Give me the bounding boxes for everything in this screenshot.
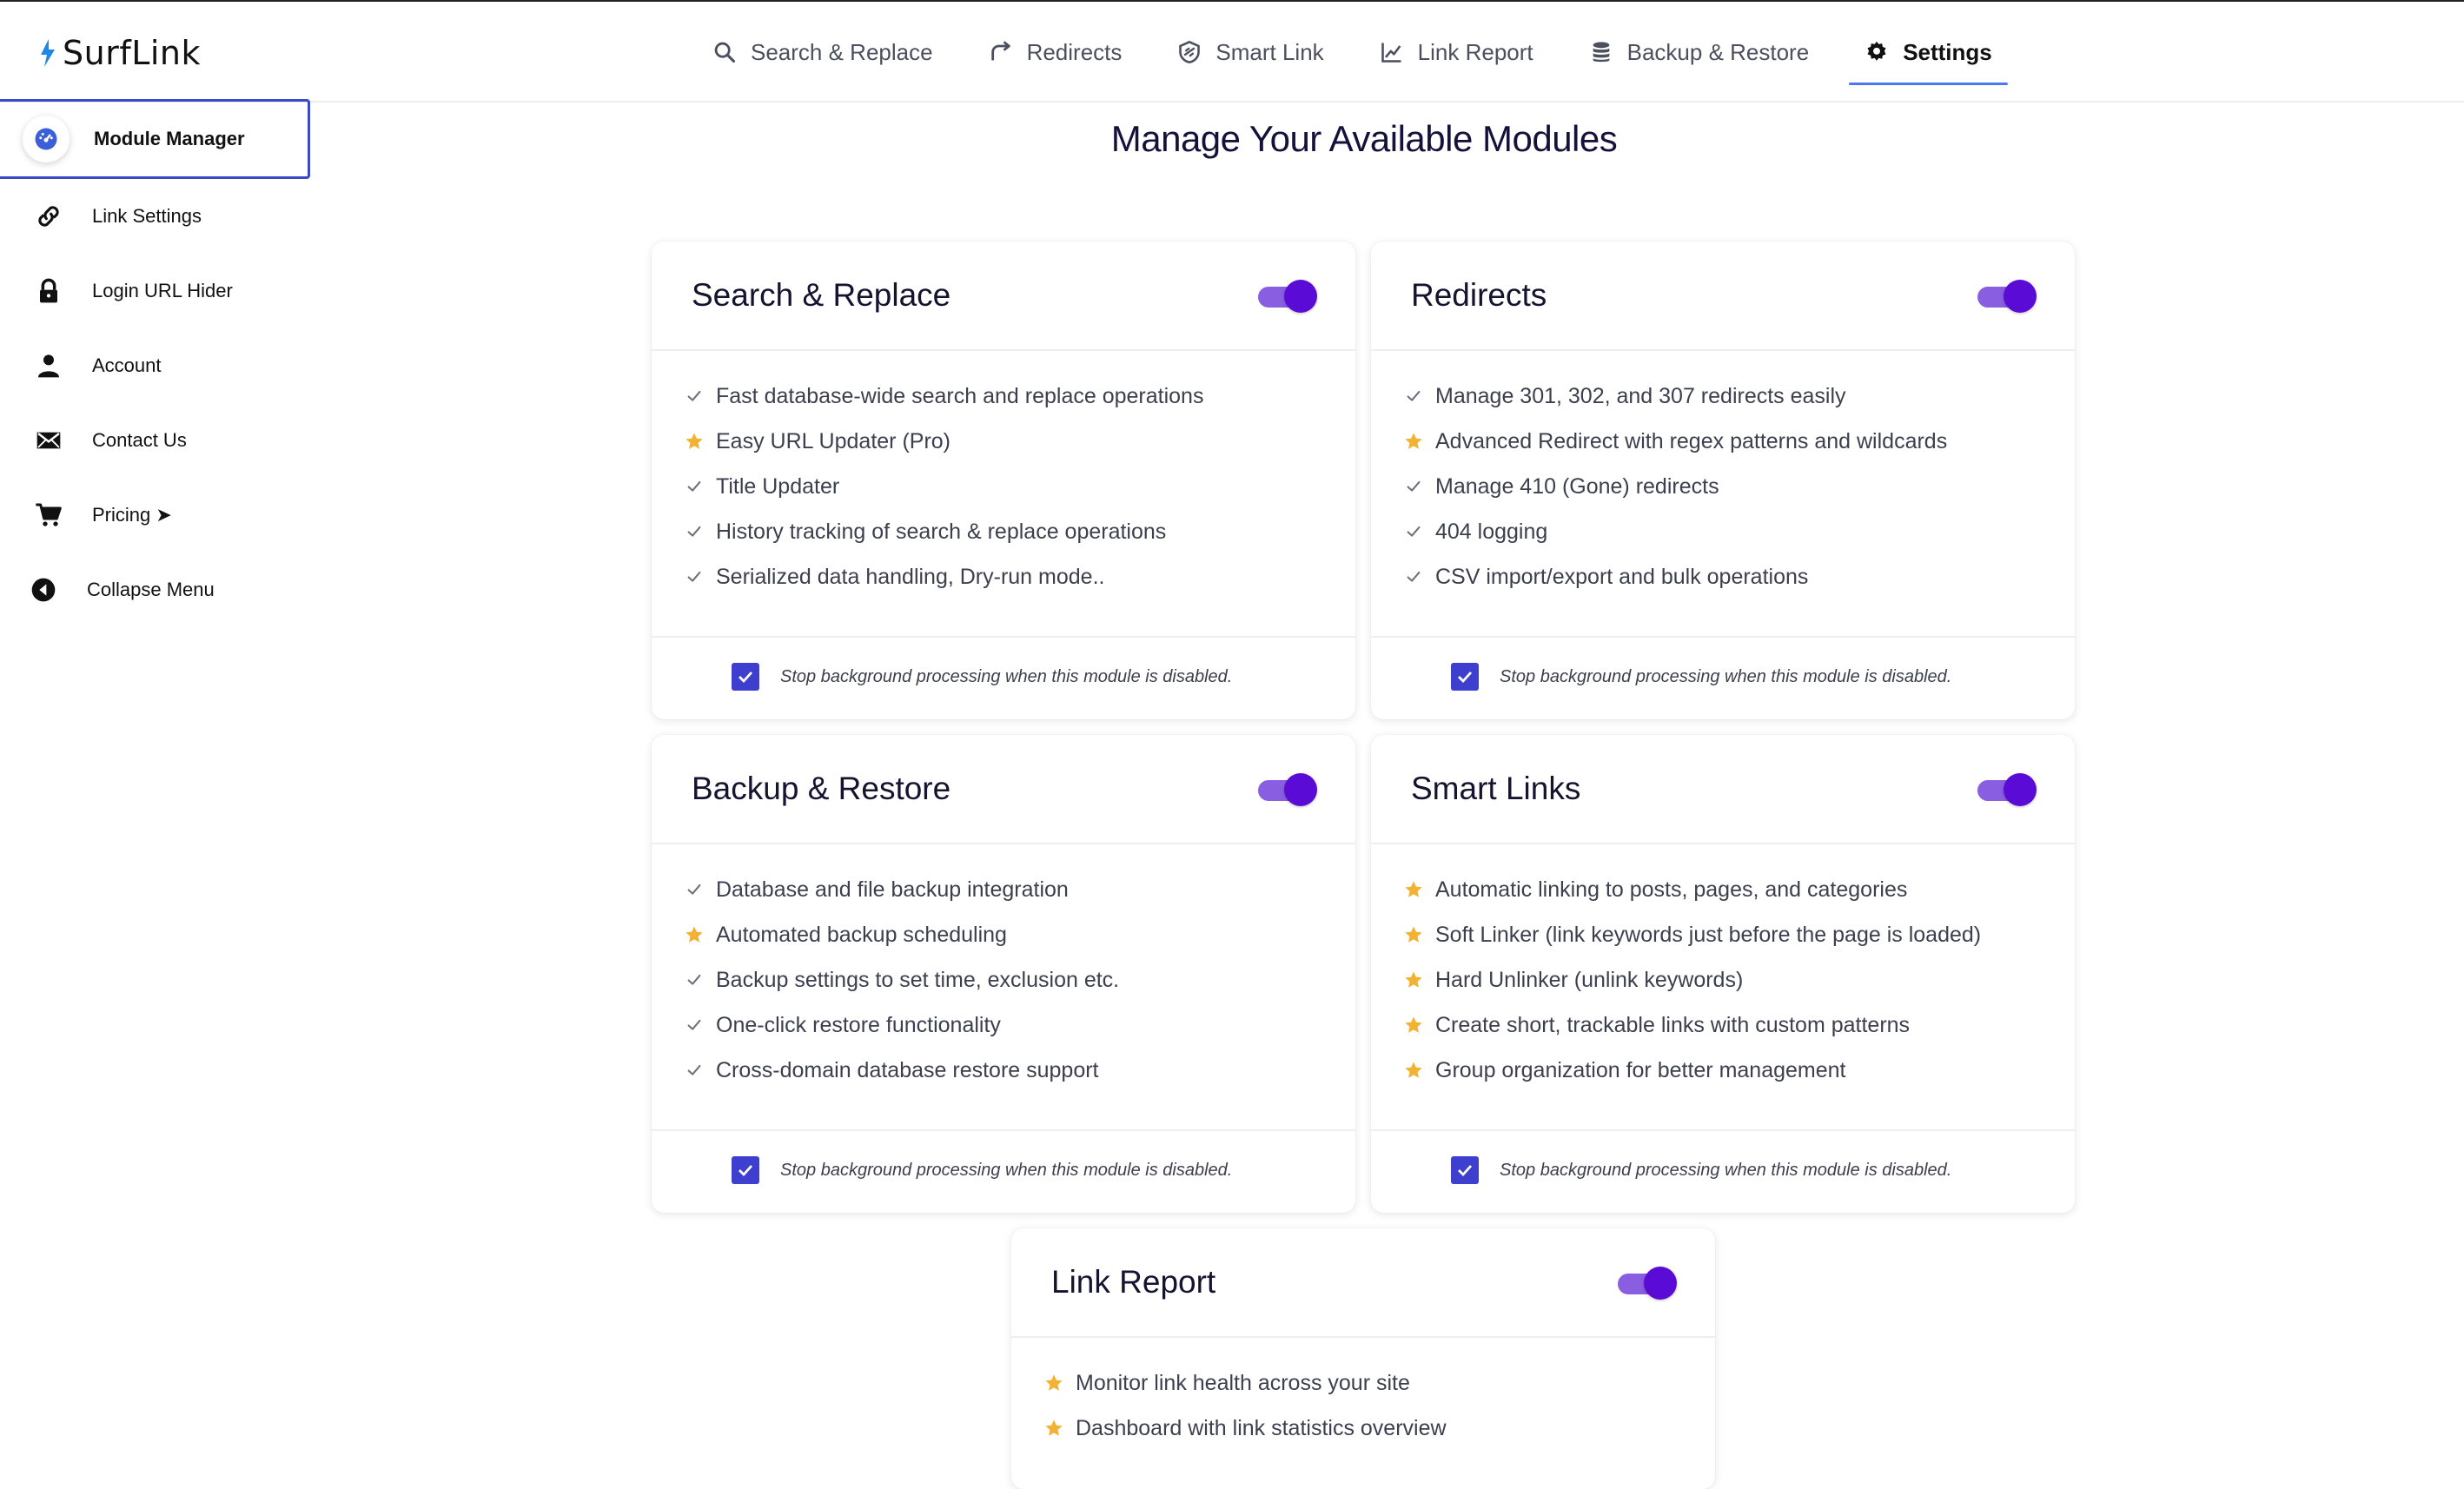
card-footer <box>1371 638 2075 716</box>
lock-icon <box>31 274 66 308</box>
feature-item <box>679 957 1355 1003</box>
check-icon <box>1399 477 1428 496</box>
nav-backup-restore[interactable] <box>1589 2 1810 103</box>
star-icon <box>1399 925 1428 944</box>
feature-text: Fast database-wide search and replace operations <box>716 383 1204 408</box>
module-toggle[interactable] <box>1977 278 2037 313</box>
sidebar-item-label: Account <box>92 354 162 376</box>
checkmark-icon <box>1454 1160 1475 1181</box>
feature-text: 404 logging <box>1435 519 1548 544</box>
checkmark-icon <box>1454 666 1475 687</box>
module-card-smart-links <box>1371 735 2075 1213</box>
feature-item <box>679 419 1355 464</box>
card-footer <box>652 1131 1355 1209</box>
stop-background-checkbox[interactable] <box>732 663 759 691</box>
nav-label: Link Report <box>1417 38 1533 65</box>
feature-item <box>679 464 1355 509</box>
module-title: Link Report <box>1051 1264 1216 1300</box>
page-title: Manage Your Available Modules <box>1110 118 1618 159</box>
star-icon <box>1399 880 1428 899</box>
module-toggle[interactable] <box>1618 1265 1677 1300</box>
feature-list <box>1371 844 2075 1131</box>
card-header <box>1371 242 2075 351</box>
feature-item <box>1399 419 2075 464</box>
module-toggle[interactable] <box>1258 278 1317 313</box>
smart-link-icon <box>1177 40 1202 64</box>
card-footer <box>652 638 1355 716</box>
sidebar-item-label: Link Settings <box>92 205 202 227</box>
feature-item <box>679 912 1355 957</box>
card-footer <box>1371 1131 2075 1209</box>
sidebar-item-label: Module Manager <box>94 128 245 149</box>
envelope-icon <box>31 423 66 458</box>
feature-text: Hard Unlinker (unlink keywords) <box>1435 967 1744 992</box>
feature-text: Soft Linker (link keywords just before the page is loaded) <box>1435 922 1982 947</box>
check-icon <box>1399 387 1428 406</box>
card-header <box>652 242 1355 351</box>
feature-item <box>1399 374 2075 419</box>
feature-text: Automatic linking to posts, pages, and categories <box>1435 877 1908 902</box>
sidebar-item-label: Pricing ➤ <box>92 504 172 526</box>
star-icon <box>679 925 709 944</box>
stop-background-label: Stop background processing when this module is disabled. <box>1500 666 1952 686</box>
stop-background-checkbox[interactable] <box>732 1156 759 1184</box>
nav-link-report[interactable] <box>1380 2 1533 103</box>
feature-list <box>1011 1338 1715 1489</box>
feature-item <box>1399 1048 2075 1093</box>
check-icon <box>679 522 709 541</box>
feature-text: Manage 301, 302, and 307 redirects easily <box>1435 383 1846 408</box>
feature-item <box>1399 464 2075 509</box>
feature-item <box>1399 957 2075 1003</box>
checkmark-icon <box>735 666 756 687</box>
nav-label: Redirects <box>1026 38 1123 65</box>
feature-text: Serialized data handling, Dry-run mode.. <box>716 564 1105 589</box>
module-card-backup-restore <box>652 735 1355 1213</box>
sidebar-item-collapse-menu[interactable] <box>0 553 313 627</box>
module-toggle[interactable] <box>1258 771 1317 806</box>
check-icon <box>679 1016 709 1035</box>
sidebar-item-label: Contact Us <box>92 429 187 451</box>
check-icon <box>1399 522 1428 541</box>
feature-text: Group organization for better management <box>1435 1057 1846 1082</box>
nav-settings[interactable] <box>1865 2 1992 103</box>
feature-item <box>1039 1406 1715 1451</box>
stop-background-checkbox[interactable] <box>1451 1156 1479 1184</box>
search-icon <box>712 40 737 64</box>
stop-background-label: Stop background processing when this module is disabled. <box>780 666 1233 686</box>
module-title: Search & Replace <box>692 277 951 313</box>
database-icon <box>1589 40 1613 64</box>
star-icon <box>1039 1373 1069 1393</box>
check-icon <box>679 477 709 496</box>
feature-item <box>679 1048 1355 1093</box>
module-toggle[interactable] <box>1977 771 2037 806</box>
feature-text: One-click restore functionality <box>716 1012 1001 1037</box>
nav-label: Smart Link <box>1215 38 1324 65</box>
stop-background-checkbox[interactable] <box>1451 663 1479 691</box>
nav-label: Search & Replace <box>751 38 933 65</box>
sidebar-item-account[interactable] <box>0 328 313 403</box>
feature-text: Manage 410 (Gone) redirects <box>1435 473 1719 499</box>
feature-text: Monitor link health across your site <box>1076 1370 1410 1395</box>
check-icon <box>679 970 709 989</box>
feature-item <box>679 374 1355 419</box>
link-icon <box>31 199 66 234</box>
main-nav <box>712 2 1992 103</box>
gear-icon <box>1865 40 1889 64</box>
feature-text: Dashboard with link statistics overview <box>1076 1415 1447 1440</box>
check-icon <box>679 1061 709 1080</box>
feature-text: Easy URL Updater (Pro) <box>716 428 950 453</box>
dashboard-gauge-icon <box>23 116 70 162</box>
app-name: SurfLink <box>63 34 202 72</box>
star-icon <box>1399 432 1428 451</box>
module-title: Redirects <box>1411 277 1547 313</box>
feature-text: Database and file backup integration <box>716 877 1069 902</box>
cart-icon <box>31 498 66 533</box>
nav-smart-link[interactable] <box>1177 2 1323 103</box>
stop-background-label: Stop background processing when this module is disabled. <box>1500 1160 1952 1180</box>
feature-item <box>1399 912 2075 957</box>
collapse-arrow-icon <box>26 572 61 607</box>
logo-drop-icon <box>38 37 57 69</box>
feature-text: CSV import/export and bulk operations <box>1435 564 1809 589</box>
feature-text: Title Updater <box>716 473 840 499</box>
user-icon <box>31 348 66 383</box>
feature-text: Backup settings to set time, exclusion etc. <box>716 967 1120 992</box>
card-header <box>652 735 1355 844</box>
star-icon <box>1399 970 1428 989</box>
module-title: Backup & Restore <box>692 771 951 806</box>
nav-label: Backup & Restore <box>1626 38 1810 65</box>
star-icon <box>679 432 709 451</box>
check-icon <box>679 567 709 586</box>
stop-background-label: Stop background processing when this module is disabled. <box>780 1160 1233 1180</box>
redirect-arrow-icon <box>989 40 1013 64</box>
feature-text: History tracking of search & replace operations <box>716 519 1167 544</box>
sidebar-item-label: Login URL Hider <box>92 280 233 301</box>
sidebar-item-pricing[interactable] <box>0 478 313 553</box>
feature-list <box>652 351 1355 638</box>
feature-text: Create short, trackable links with custom patterns <box>1435 1012 1911 1037</box>
top-navigation-bar <box>0 0 2464 103</box>
feature-text: Advanced Redirect with regex patterns and wildcards <box>1435 428 1948 453</box>
module-title: Smart Links <box>1411 771 1581 806</box>
feature-item <box>1399 554 2075 599</box>
star-icon <box>1399 1061 1428 1080</box>
checkmark-icon <box>735 1160 756 1181</box>
card-header <box>1011 1228 1715 1338</box>
sidebar-item-label: Collapse Menu <box>87 579 215 600</box>
feature-item <box>1399 867 2075 912</box>
module-card-search-replace <box>652 242 1355 719</box>
sidebar-item-link-settings[interactable] <box>0 179 313 254</box>
feature-text: Cross-domain database restore support <box>716 1057 1099 1082</box>
nav-label: Settings <box>1903 38 1992 65</box>
sidebar <box>0 99 313 627</box>
feature-text: Automated backup scheduling <box>716 922 1007 947</box>
check-icon <box>1399 567 1428 586</box>
nav-redirects[interactable] <box>989 2 1123 103</box>
module-card-link-report <box>1011 1228 1715 1489</box>
sidebar-item-contact-us[interactable] <box>0 403 313 478</box>
app-logo[interactable] <box>38 31 201 75</box>
card-header <box>1371 735 2075 844</box>
sidebar-item-login-url-hider[interactable] <box>0 254 313 328</box>
check-icon <box>679 880 709 899</box>
feature-list <box>652 844 1355 1131</box>
feature-list <box>1371 351 2075 638</box>
module-card-redirects <box>1371 242 2075 719</box>
sidebar-item-module-manager[interactable] <box>0 99 310 179</box>
feature-item <box>679 509 1355 554</box>
chart-line-icon <box>1380 40 1404 64</box>
feature-item <box>1399 509 2075 554</box>
feature-item <box>679 1003 1355 1048</box>
feature-item <box>1399 1003 2075 1048</box>
star-icon <box>1399 1016 1428 1035</box>
check-icon <box>679 387 709 406</box>
star-icon <box>1039 1419 1069 1438</box>
feature-item <box>1039 1360 1715 1406</box>
feature-item <box>679 554 1355 599</box>
feature-item <box>679 867 1355 912</box>
nav-search-replace[interactable] <box>712 2 933 103</box>
